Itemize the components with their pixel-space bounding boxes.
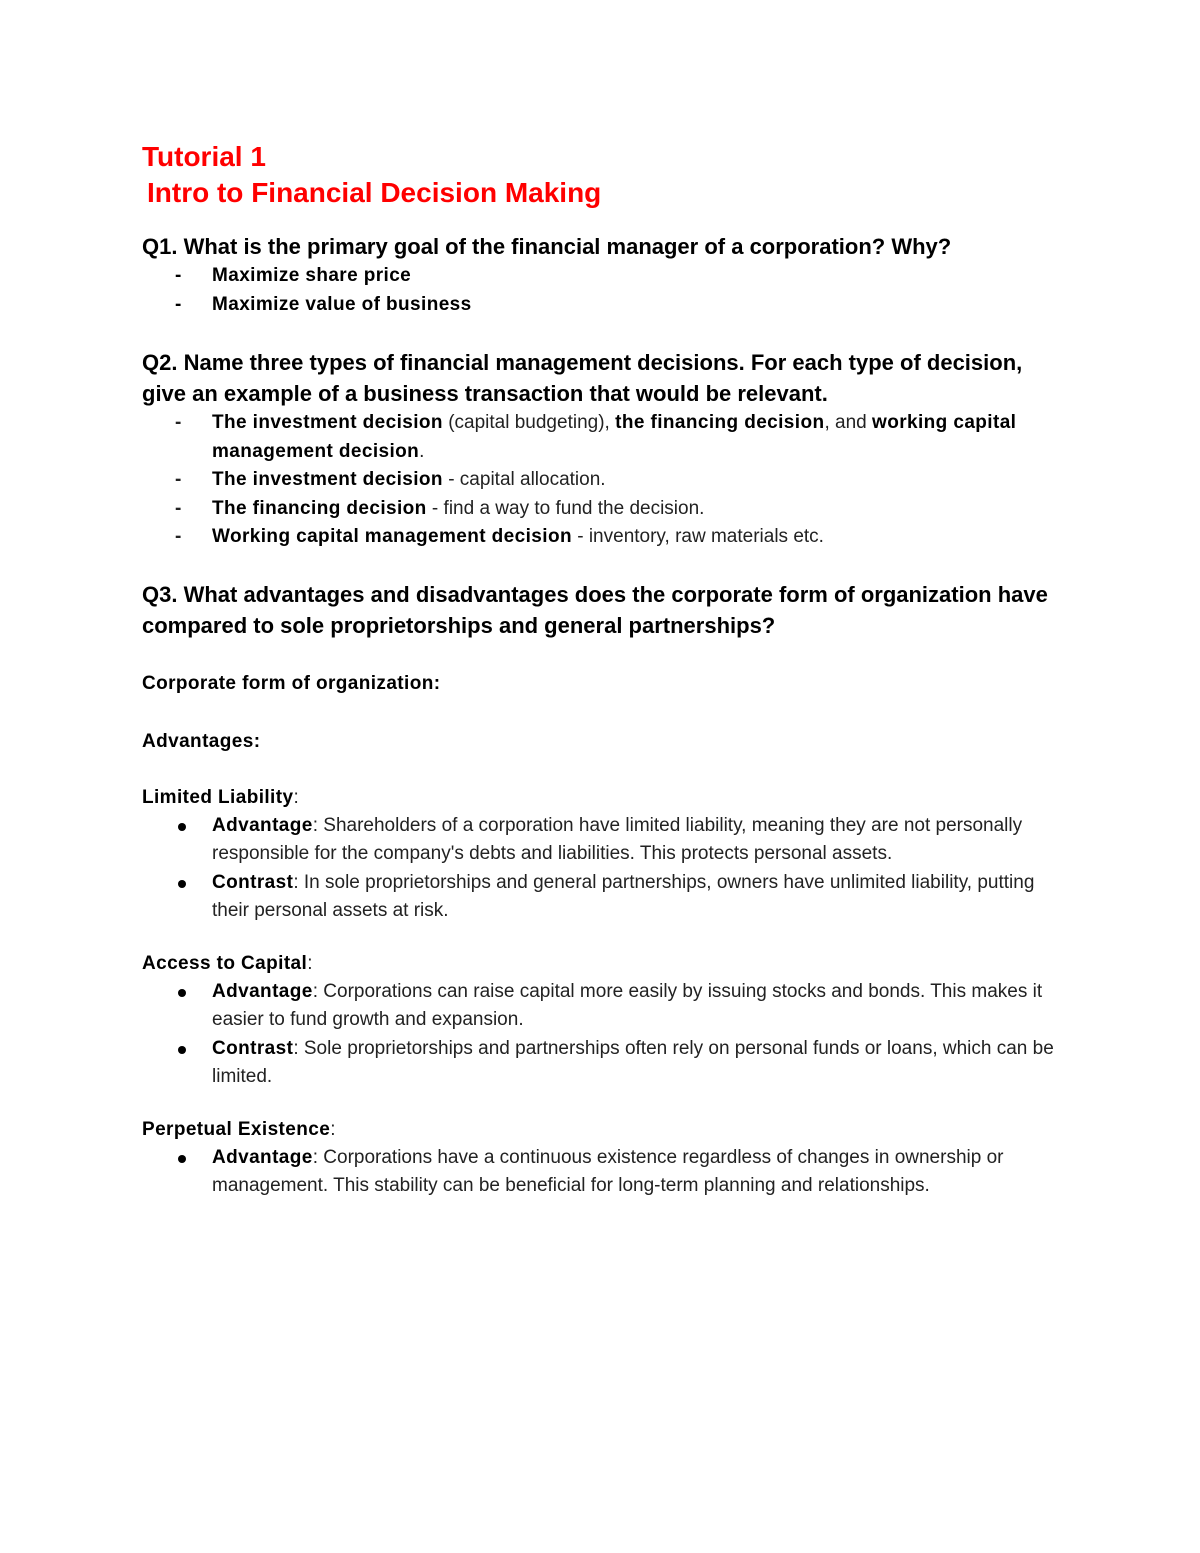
q2-item1-bold1: The investment decision	[212, 412, 443, 433]
access-to-capital-heading	[142, 950, 1062, 978]
bullet-icon	[178, 989, 186, 997]
list-item	[142, 978, 1062, 1035]
q1-answer-list	[142, 262, 1062, 319]
perpetual-existence-list	[142, 1144, 1062, 1201]
list-item	[142, 409, 1062, 466]
tutorial-subtitle: Intro to Financial Decision Making	[147, 177, 602, 208]
access-to-capital-list	[142, 978, 1062, 1092]
perpetual-existence-heading	[142, 1116, 1062, 1144]
limited-liability-list	[142, 812, 1062, 926]
list-item	[142, 495, 1062, 524]
dash-marker: -	[175, 469, 182, 490]
advantage-text: : Shareholders of a corporation have limited liability, meaning they are not personally responsible for the company's debts and liabilities. This protects personal assets.	[212, 814, 1023, 864]
q1-answer-1: Maximize share price	[212, 265, 412, 286]
limited-liability-heading	[142, 784, 1062, 812]
list-item	[142, 869, 1062, 926]
contrast-label: Contrast	[212, 1037, 294, 1059]
bullet-icon	[178, 823, 186, 831]
q2-item1-bold3: working capital management decision	[212, 412, 1017, 462]
q2-item4-text: - inventory, raw materials etc.	[571, 526, 824, 547]
bullet-icon	[178, 1046, 186, 1054]
advantage-label: Advantage	[212, 980, 313, 1002]
q2-item1-text3: .	[419, 440, 425, 462]
q2-item1-text1: (capital budgeting),	[442, 412, 616, 433]
dash-marker: -	[175, 412, 182, 433]
q2-item1-bold2: the financing decision	[615, 412, 825, 433]
q1-answer-2: Maximize value of business	[212, 293, 472, 315]
contrast-label: Contrast	[212, 871, 294, 893]
q2-item2-text: - capital allocation.	[442, 469, 606, 490]
list-item	[142, 523, 1062, 552]
q2-item1-text2: , and	[824, 412, 873, 433]
q2-item2-bold: The investment decision	[212, 469, 443, 490]
list-item	[142, 1144, 1062, 1201]
perpetual-existence-label: Perpetual Existence	[142, 1118, 331, 1140]
advantages-heading: Advantages:	[142, 730, 261, 752]
q2-answer-list	[142, 409, 1062, 552]
bullet-icon	[178, 880, 186, 888]
heading-colon: :	[293, 786, 300, 808]
advantage-label: Advantage	[212, 1146, 313, 1168]
limited-liability-label: Limited Liability	[142, 786, 294, 808]
heading-colon: :	[330, 1118, 336, 1140]
tutorial-title: Tutorial 1	[142, 141, 266, 172]
advantage-label: Advantage	[212, 814, 313, 836]
dash-marker: -	[175, 265, 182, 286]
question-1: Q1. What is the primary goal of the financial manager of a corporation? Why?	[142, 234, 952, 259]
dash-marker: -	[175, 497, 182, 519]
q2-item4-bold: Working capital management decision	[212, 526, 572, 547]
question-3: Q3. What advantages and disadvantages does the corporate form of organization have compared to sole proprietorships and general partnerships?	[142, 581, 1048, 638]
q2-item3-text: - find a way to fund the decision.	[426, 497, 705, 519]
heading-colon: :	[307, 952, 313, 974]
document-page	[142, 139, 1062, 1201]
contrast-text: : In sole proprietorships and general partnerships, owners have unlimited liability, putting their personal assets at risk.	[212, 871, 1035, 921]
dash-marker: -	[175, 293, 182, 315]
advantage-text: : Corporations can raise capital more easily by issuing stocks and bonds. This makes it easier to fund growth and expansion.	[212, 980, 1043, 1030]
advantage-text: : Corporations have a continuous existence regardless of changes in ownership or management. This stability can be beneficial for long-term planning and relationships.	[212, 1146, 1004, 1196]
dash-marker: -	[175, 526, 182, 547]
list-item	[142, 812, 1062, 869]
list-item	[142, 1035, 1062, 1092]
corporate-form-heading: Corporate form of organization:	[142, 672, 441, 694]
question-2: Q2. Name three types of financial management decisions. For each type of decision, give an example of a business transaction that would be relevant.	[142, 350, 1023, 406]
q2-item3-bold: The financing decision	[212, 497, 427, 519]
list-item	[142, 291, 1062, 320]
access-to-capital-label: Access to Capital	[142, 952, 308, 974]
contrast-text: : Sole proprietorships and partnerships often rely on personal funds or loans, which can be limited.	[212, 1037, 1054, 1087]
list-item	[142, 466, 1062, 495]
bullet-icon	[178, 1155, 186, 1163]
list-item	[142, 262, 1062, 291]
